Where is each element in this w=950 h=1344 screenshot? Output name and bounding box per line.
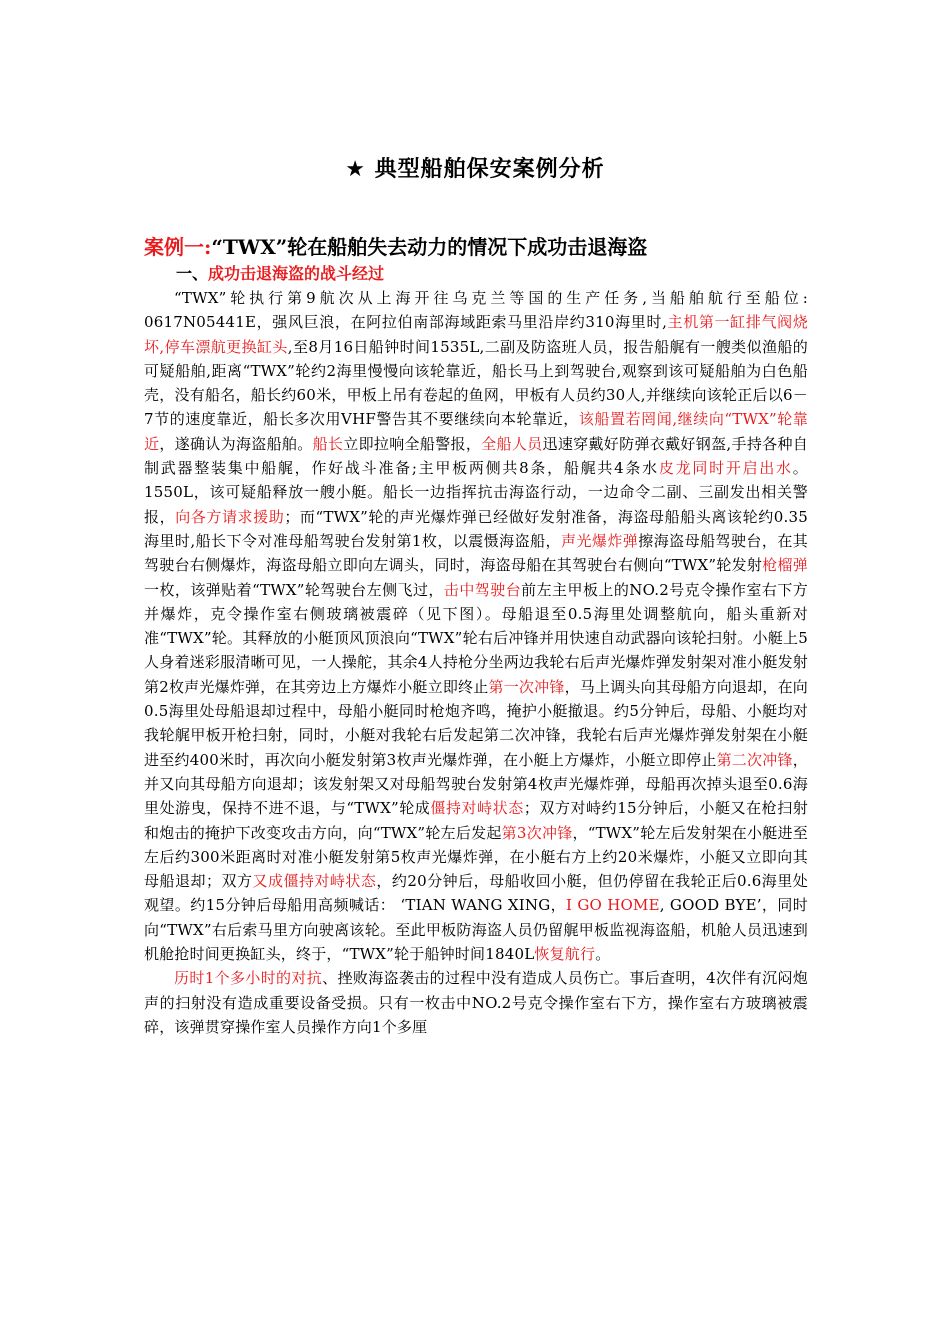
emphasis-text: 向各方请求援助 bbox=[175, 507, 285, 526]
document-title: ★ 典型船舶保安案例分析 bbox=[345, 157, 605, 182]
paragraph-text: ,至8月16日船钟时间1535L,二副及防盗班人员，报告船艉有一艘类似渔船的可疑船舶,距离“TWX”轮约2海里慢慢向该轮靠近，船长马上到驾驶台,观察到该可疑船舶为白色船壳，没有船名，船长约60米，甲板上吊有卷起的鱼网，甲板有人员约30人,并继续向该轮正后以6－7节的速度靠近，船长多次用VHF警告其不要继续向本轮靠近， bbox=[144, 337, 808, 429]
emphasis-text: 第3次冲锋 bbox=[501, 823, 573, 842]
emphasis-text: 主机第一缸排气阀烧坏,停车漂航更换缸头 bbox=[144, 313, 808, 356]
paragraph-text: ；双方对峙约15分钟后，小艇又在枪扫射和炮击的掩护下改变攻击方向，向“TWX”轮左后发起 bbox=[144, 799, 809, 842]
emphasis-text: 枪榴弹 bbox=[762, 556, 808, 575]
body-text bbox=[144, 286, 808, 1039]
paragraph-text: ，遂确认为海盗船舶。 bbox=[159, 434, 313, 453]
paragraph-text: 擦海盗母船驾驶台，在其驾驶台右侧爆炸，海盗母船立即向左调头，同时，海盗母船在其驾驶台右侧向“TWX”轮发射 bbox=[144, 531, 808, 575]
body-paragraph bbox=[144, 286, 808, 966]
paragraph-text: 。1550L，该可疑船释放一艘小艇。船长一边指挥抗击海盗行动，一边命令二副、三副发出相关警报， bbox=[144, 459, 808, 526]
emphasis-text: 全船人员 bbox=[481, 434, 543, 453]
paragraph-text: ，约20分钟后，母船收回小艇，但仍停留在我轮正后0.6海里处观望。约15分钟后母船用高频喊话： ‘TIAN WANG XING， bbox=[144, 872, 808, 915]
paragraph-text: 、挫败海盗袭击的过程中没有造成人员伤亡。事后查明，4次伴有沉闷炮声的扫射没有造成重要设备受损。只有一枚击中NO.2号克令操作室右下方，操作室右方玻璃被震碎，该弹贯穿操作室人员操作方向1个多厘 bbox=[144, 969, 809, 1036]
section-heading-text: 成功击退海盗的战斗经过 bbox=[208, 264, 385, 283]
emphasis-text: 僵持对峙状态 bbox=[430, 799, 524, 818]
case-label: 案例一: bbox=[144, 235, 212, 259]
emphasis-text: 皮龙同时开启出水 bbox=[658, 459, 793, 478]
emphasis-text: 第二次冲锋 bbox=[716, 750, 793, 769]
paragraph-text: 一枚，该弹贴着“TWX”轮驾驶台左侧飞过， bbox=[144, 580, 444, 599]
emphasis-text: I GO HOME bbox=[566, 896, 660, 915]
emphasis-text: 该船置若罔闻,继续向“TWX”轮靠近 bbox=[144, 410, 808, 453]
section-heading bbox=[176, 262, 776, 286]
paragraph-text: 立即拉响全船警报， bbox=[343, 434, 482, 453]
case-title bbox=[144, 232, 824, 262]
paragraph-text: ；而“TWX”轮的声光爆炸弹已经做好发射准备，海盗母船船头离该轮约0.35海里时,船长下令对准母船驾驶台发射第1枚，以震慑海盗船， bbox=[144, 507, 808, 550]
paragraph-text: , GOOD BYE’，同时向“TWX”右后索马里方向驶离该轮。至此甲板防海盗人员仍留艉甲板监视海盗船，机舱人员迅速到机舱抢时间更换缸头，终于，“TWX”轮于船钟时间1840L bbox=[144, 896, 808, 964]
section-number: 一、 bbox=[176, 264, 209, 283]
emphasis-text: 恢复航行 bbox=[534, 945, 596, 964]
body-paragraph bbox=[144, 966, 808, 1039]
paragraph-text: 前左主甲板上的NO.2号克令操作室右下方并爆炸，克令操作室右侧玻璃被震碎（见下图）。母船退至0.5海里处调整航向，船头重新对准“TWX”轮。其释放的小艇顶风顶浪向“TWX”轮右后冲锋并用快速自动武器向该轮扫射。小艇上5人身着迷彩服清晰可见，一人操舵，其余4人持枪分坐两边我轮右后声光爆炸弹发射架对准小艇发射第2枚声光爆炸弹，在其旁边上方爆炸小艇立即终止 bbox=[144, 580, 808, 696]
paragraph-text: 迅速穿戴好防弹衣戴好钢盔,手持各种自制武器整装集中船艉，作好战斗准备;主甲板两侧共8条，船艉共4条水 bbox=[144, 434, 808, 478]
emphasis-text: 又成僵持对峙状态 bbox=[252, 872, 377, 891]
paragraph-text: 。 bbox=[595, 945, 611, 964]
emphasis-text: 第一次冲锋 bbox=[488, 677, 565, 696]
case-title-text: “TWX”轮在船舶失去动力的情况下成功击退海盗 bbox=[211, 235, 648, 259]
paragraph-text: ，并又向其母船方向退却；该发射架又对母船驾驶台发射第4枚声光爆炸弹，母船再次掉头退至0.6海里处游曳，保持不进不退，与“TWX”轮成 bbox=[144, 750, 808, 818]
emphasis-text: 船长 bbox=[312, 434, 344, 453]
paragraph-text: ，“TWX”轮左后发射架在小艇进至左后约300米距离时对准小艇发射第5枚声光爆炸弹，在小艇右方上约20米爆炸，小艇又立即向其母船退却；双方 bbox=[144, 823, 808, 891]
paragraph-text: “TWX”轮执行第9航次从上海开往乌克兰等国的生产任务,当船舶航行至船位: 0617N05441E，强风巨浪，在阿拉伯南部海域距索马里沿岸约310海里时, bbox=[144, 289, 808, 332]
emphasis-text: 声光爆炸弹 bbox=[561, 531, 639, 550]
paragraph-text: ，马上调头向其母船方向退却，在向0.5海里处母船退却过程中，母船小艇同时枪炮齐鸣，掩护小艇撤退。约5分钟后，母船、小艇均对我轮艉甲板开枪扫射，同时，小艇对我轮右后发起第二次冲锋，我轮右后声光爆炸弹发射架在小艇进至约400米时，再次向小艇发射第3枚声光爆炸弹，在小艇上方爆炸，小艇立即停止 bbox=[144, 677, 808, 769]
emphasis-text: 击中驾驶台 bbox=[443, 580, 522, 599]
emphasis-text: 历时1个多小时的对抗 bbox=[174, 969, 323, 988]
